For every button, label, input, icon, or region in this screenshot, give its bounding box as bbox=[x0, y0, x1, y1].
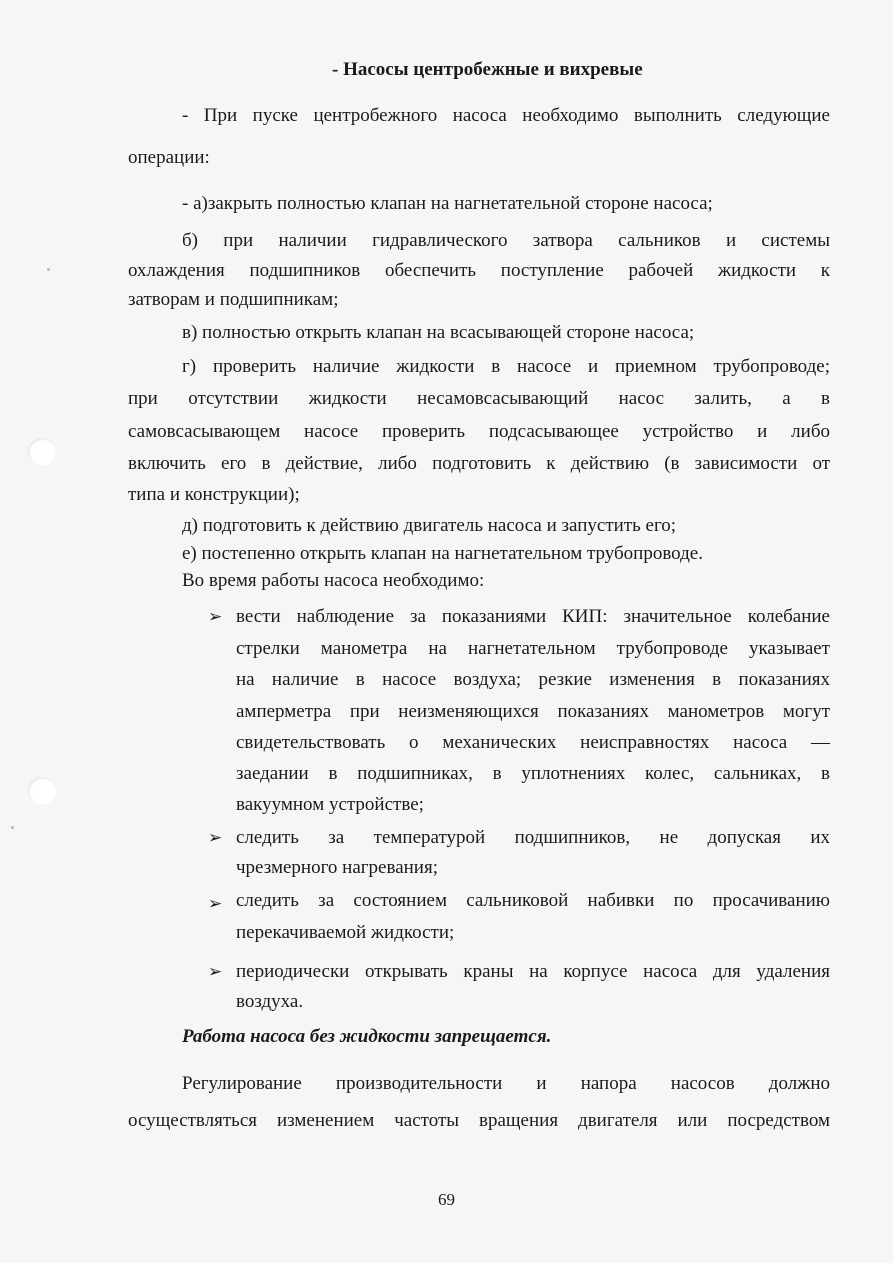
bullet-line: вакуумном устройстве; bbox=[236, 794, 424, 815]
punch-hole-top bbox=[28, 438, 56, 466]
page-number: 69 bbox=[438, 1190, 455, 1209]
intro-line: - При пуске центробежного насоса необходимо выполнить следующие bbox=[182, 105, 830, 126]
scan-speck bbox=[11, 826, 14, 829]
bullet-line: чрезмерного нагревания; bbox=[236, 857, 438, 878]
bullet-line: периодически открывать краны на корпусе насоса для удаления bbox=[236, 961, 830, 982]
arrow-bullet-icon: ➢ bbox=[208, 828, 223, 848]
warning-text: Работа насоса без жидкости запрещается. bbox=[182, 1026, 552, 1047]
bullet-line: следить за температурой подшипников, не допуская их bbox=[236, 827, 830, 848]
step-e: е) постепенно открыть клапан на нагнетательном трубопроводе. bbox=[182, 543, 703, 564]
arrow-bullet-icon: ➢ bbox=[208, 607, 223, 627]
step-d: д) подготовить к действию двигатель насоса и запустить его; bbox=[182, 515, 677, 536]
step-a: - а)закрыть полностью клапан на нагнетательной стороне насоса; bbox=[182, 193, 713, 214]
step-c: в) полностью открыть клапан на всасывающей стороне насоса; bbox=[182, 322, 695, 343]
step-b-line: затворам и подшипникам; bbox=[128, 289, 339, 310]
step-g-line: при отсутствии жидкости несамовсасывающий насос залить, а в bbox=[128, 388, 830, 409]
bullet-line: вести наблюдение за показаниями КИП: значительное колебание bbox=[236, 606, 830, 627]
bullet-line: следить за состоянием сальниковой набивки по просачиванию bbox=[236, 890, 830, 911]
operation-intro: Во время работы насоса необходимо: bbox=[182, 570, 485, 591]
step-g-line: включить его в действие, либо подготовить к действию (в зависимости от bbox=[128, 453, 830, 474]
step-g-line: г) проверить наличие жидкости в насосе и приемном трубопроводе; bbox=[182, 356, 830, 377]
bullet-line: воздуха. bbox=[236, 991, 304, 1012]
bullet-line: на наличие в насосе воздуха; резкие изменения в показаниях bbox=[236, 669, 830, 690]
bullet-line: амперметра при неизменяющихся показаниях манометров могут bbox=[236, 701, 830, 722]
step-g-line: самовсасывающем насосе проверить подсасывающее устройство и либо bbox=[128, 421, 830, 442]
punch-hole-bottom bbox=[28, 777, 56, 805]
step-b-line: б) при наличии гидравлического затвора сальников и системы bbox=[182, 230, 830, 251]
arrow-bullet-icon: ➢ bbox=[208, 894, 223, 914]
section-heading: - Насосы центробежные и вихревые bbox=[332, 59, 643, 80]
regulation-line: осуществляться изменением частоты вращения двигателя или посредством bbox=[128, 1110, 830, 1131]
regulation-line: Регулирование производительности и напора насосов должно bbox=[182, 1073, 830, 1094]
bullet-line: заедании в подшипниках, в уплотнениях колес, сальниках, в bbox=[236, 763, 830, 784]
bullet-line: свидетельствовать о механических неисправностях насоса — bbox=[236, 732, 830, 753]
arrow-bullet-icon: ➢ bbox=[208, 962, 223, 982]
step-g-line: типа и конструкции); bbox=[128, 484, 300, 505]
intro-line: операции: bbox=[128, 147, 210, 168]
bullet-line: стрелки манометра на нагнетательном трубопроводе указывает bbox=[236, 638, 830, 659]
step-b-line: охлаждения подшипников обеспечить поступление рабочей жидкости к bbox=[128, 260, 830, 281]
scan-speck bbox=[47, 268, 50, 271]
bullet-line: перекачиваемой жидкости; bbox=[236, 922, 455, 943]
